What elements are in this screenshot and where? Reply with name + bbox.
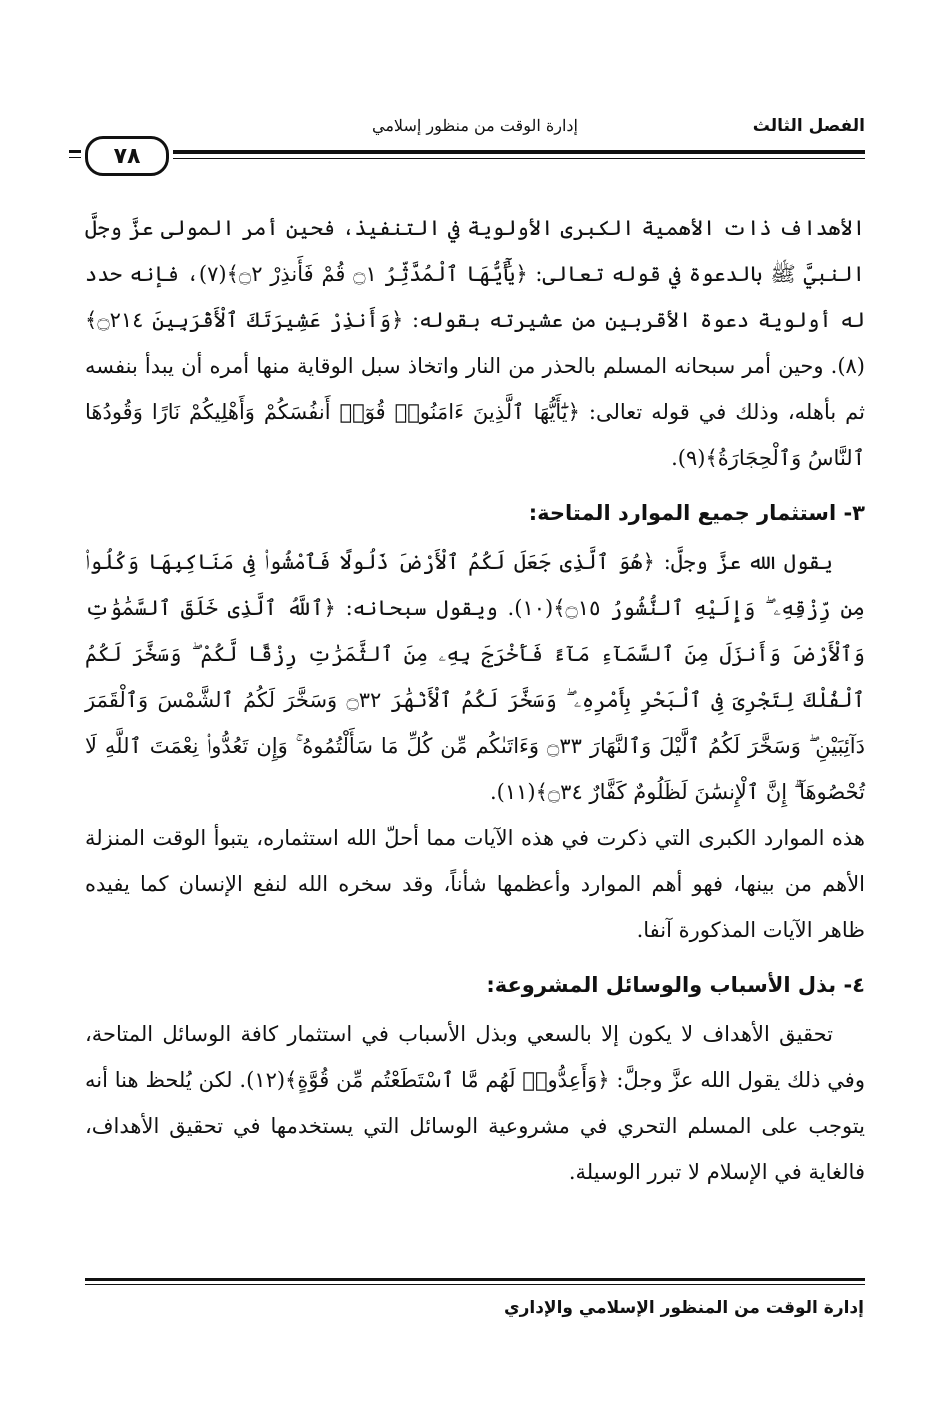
page-number: ٧٨ [113, 143, 141, 169]
header-divider [173, 158, 865, 159]
page-number-badge [85, 136, 169, 176]
header-divider [173, 150, 865, 154]
header-divider [69, 157, 81, 158]
paragraph: الأهداف ذات الأهمية الكبرى الأولوية في التنفيذ، فحين أمر المولى عزَّ وجلَّ النبيَّ ﷺ بالدعوة في قوله تعالى: ﴿يَٰٓأَيُّهَا ٱلْمُدَّثِّرُ ۝١ قُمْ فَأَنذِرْ ۝٢﴾(٧)، فإنه حدد له أولوية دعوة الأقربين من عشيرته بقوله: ﴿وَأَنذِرْ عَشِيرَتَكَ ٱلْأَقْرَبِينَ ۝٢١٤﴾(٨). وحين أمر سبحانه المسلم بالحذر من النار واتخاذ سبل الوقاية منها أمره أن يبدأ بنفسه ثم بأهله، وذلك في قوله تعالى: ﴿يَٰٓأَيُّهَا ٱلَّذِينَ ءَامَنُوا۟ قُوٓا۟ أَنفُسَكُمْ وَأَهْلِيكُمْ نَارًا وَقُودُهَا ٱلنَّاسُ وَٱلْحِجَارَةُ﴾(٩). [85, 216, 865, 470]
section-heading: ٣- استثمار جميع الموارد المتاحة: [528, 501, 865, 525]
footer-divider [85, 1284, 865, 1285]
main-text [85, 205, 865, 1195]
paragraph: يقول الله عزَّ وجلَّ: ﴿هُوَ ٱلَّذِى جَعَلَ لَكُمُ ٱلْأَرْضَ ذَلُولًا فَٱمْشُوا۟ فِى مَنَاكِبِهَا وَكُلُوا۟ مِن رِّزْقِهِۦ ۖ وَإِلَيْهِ ٱلنُّشُورُ ۝١٥﴾(١٠). ويقول سبحانه: ﴿ٱللَّهُ ٱلَّذِى خَلَقَ ٱلسَّمَٰوَٰتِ وَٱلْأَرْضَ وَأَنزَلَ مِنَ ٱلسَّمَآءِ مَآءً فَأَخْرَجَ بِهِۦ مِنَ ٱلثَّمَرَٰتِ رِزْقًا لَّكُمْ ۖ وَسَخَّرَ لَكُمُ ٱلْفُلْكَ لِتَجْرِىَ فِى ٱلْبَحْرِ بِأَمْرِهِۦ ۖ وَسَخَّرَ لَكُمُ ٱلْأَنْهَٰرَ ۝٣٢ وَسَخَّرَ لَكُمُ ٱلشَّمْسَ وَٱلْقَمَرَ دَآئِبَيْنِ ۖ وَسَخَّرَ لَكُمُ ٱلَّيْلَ وَٱلنَّهَارَ ۝٣٣ وَءَاتَىٰكُم مِّن كُلِّ مَا سَأَلْتُمُوهُ ۚ وَإِن تَعُدُّوا۟ نِعْمَتَ ٱللَّهِ لَا تُحْصُوهَآ ۗ إِنَّ ٱلْإِنسَٰنَ لَظَلُومٌ كَفَّارٌ ۝٣٤﴾(١١). [85, 550, 865, 804]
header-divider [69, 150, 81, 153]
paragraph: هذه الموارد الكبرى التي ذكرت في هذه الآيات مما أحلّ الله استثماره، يتبوأ الوقت المنزلة الأهم من بينها، فهو أهم الموارد وأعظمها شأناً، وقد سخره الله لنفع الإنسان كما يفيده ظاهر الآيات المذكورة آنفا. [85, 826, 866, 942]
footer-book-title: إدارة الوقت من المنظور الإسلامي والإداري [504, 1298, 864, 1318]
running-book-title: إدارة الوقت من منظور إسلامي [372, 116, 578, 135]
footer-divider [85, 1278, 865, 1281]
page-header [85, 110, 865, 170]
section-heading: ٤- بذل الأسباب والوسائل المشروعة: [486, 973, 865, 997]
chapter-title: الفصل الثالث [752, 116, 865, 136]
paragraph: تحقيق الأهداف لا يكون إلا بالسعي وبذل الأسباب في استثمار كافة الوسائل المتاحة، وفي ذلك يقول الله عزَّ وجلَّ: ﴿وَأَعِدُّوا۟ لَهُم مَّا ٱسْتَطَعْتُم مِّن قُوَّةٍ﴾(١٢). لكن يُلحظ هنا أنه يتوجب على المسلم التحري في مشروعية الوسائل التي يستخدمها في تحقيق الأهداف، فالغاية في الإسلام لا تبرر الوسيلة. [85, 1022, 865, 1184]
